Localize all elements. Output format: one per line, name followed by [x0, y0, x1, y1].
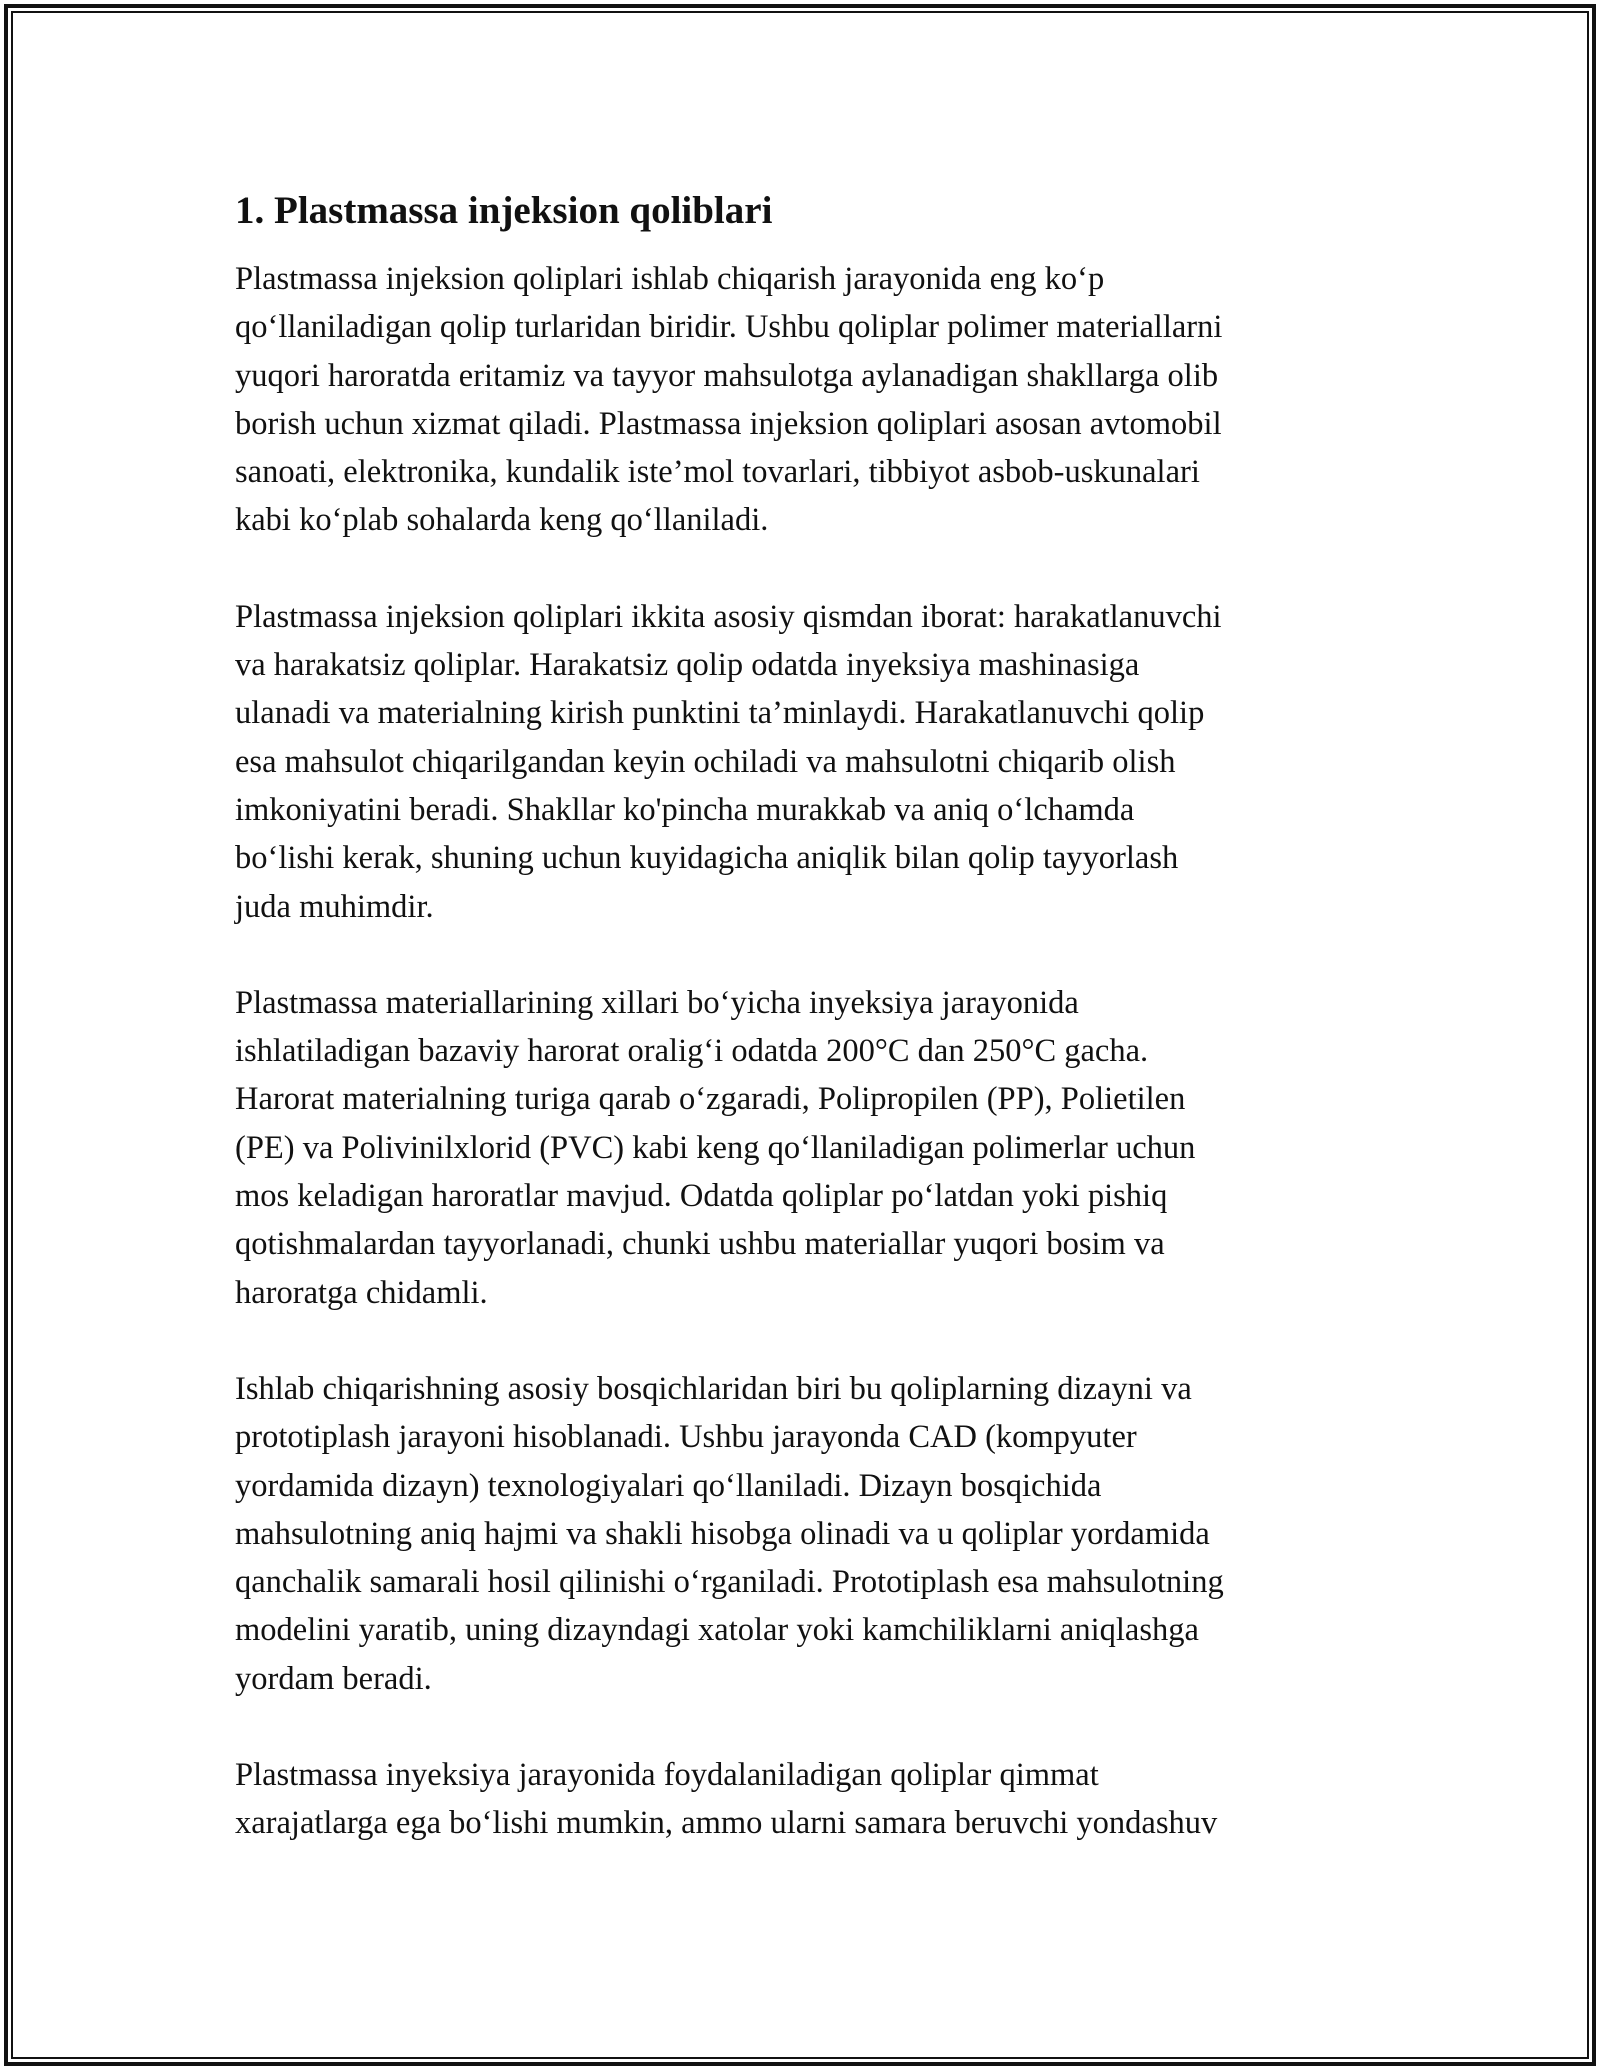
text-line: ulanadi va materialning kirish punktini ta’minlaydi. Harakatlanuvchi qolip	[235, 695, 1205, 732]
paragraph-2	[235, 593, 1365, 931]
section-heading: 1. Plastmassa injeksion qoliblari	[235, 189, 773, 232]
text-line: yordamida dizayn) texnologiyalari qo‘llaniladi. Dizayn bosqichida	[235, 1467, 1102, 1504]
text-line: sanoati, elektronika, kundalik iste’mol tovarlari, tibbiyot asbob-uskunalari	[235, 454, 1200, 491]
text-line: imkoniyatini beradi. Shakllar ko'pincha murakkab va aniq o‘lchamda	[235, 791, 1135, 828]
text-line: mos keladigan haroratlar mavjud. Odatda qoliplar po‘latdan yoki pishiq	[235, 1178, 1168, 1215]
text-line: qotishmalardan tayyorlanadi, chunki ushbu materiallar yuqori bosim va	[235, 1226, 1165, 1263]
text-line: Plastmassa materiallarining xillari bo‘yicha inyeksiya jarayonida	[235, 984, 1079, 1021]
text-line: bo‘lishi kerak, shuning uchun kuyidagicha aniqlik bilan qolip tayyorlash	[235, 840, 1179, 877]
text-line: haroratga chidamli.	[235, 1274, 488, 1311]
text-line: (PE) va Polivinilxlorid (PVC) kabi keng qo‘llaniladigan polimerlar uchun	[235, 1129, 1196, 1166]
text-line: Plastmassa injeksion qoliplari ishlab chiqarish jarayonida eng ko‘p	[235, 261, 1105, 297]
text-line: kabi ko‘plab sohalarda keng qo‘llaniladi.	[235, 502, 769, 539]
text-line: modelini yaratib, uning dizayndagi xatolar yoki kamchiliklarni aniqlashga	[235, 1612, 1199, 1649]
paragraph-4	[235, 1365, 1365, 1703]
text-line: Ishlab chiqarishning asosiy bosqichlaridan biri bu qoliplarning dizayni va	[235, 1370, 1192, 1407]
text-line: yuqori haroratda eritamiz va tayyor mahsulotga aylanadigan shakllarga olib	[235, 357, 1219, 394]
text-line: yordam beradi.	[235, 1660, 432, 1697]
text-line: Harorat materialning turiga qarab o‘zgaradi, Polipropilen (PP), Polietilen	[235, 1081, 1186, 1118]
text-line: qo‘llaniladigan qolip turlaridan biridir. Ushbu qoliplar polimer materiallarni	[235, 309, 1223, 346]
text-line: mahsulotning aniq hajmi va shakli hisobga olinadi va u qoliplar yordamida	[235, 1515, 1210, 1552]
text-line: xarajatlarga ega bo‘lishi mumkin, ammo ularni samara beruvchi yondashuv	[235, 1805, 1218, 1842]
paragraph-5	[235, 1751, 1365, 1848]
text-line: Plastmassa injeksion qoliplari ikkita asosiy qismdan iborat: harakatlanuvchi	[235, 598, 1222, 635]
paragraph-1	[235, 255, 1365, 545]
text-line: juda muhimdir.	[235, 888, 434, 925]
text-line: esa mahsulot chiqarilgandan keyin ochiladi va mahsulotni chiqarib olish	[235, 743, 1176, 780]
paragraph-3	[235, 979, 1365, 1317]
text-line: va harakatsiz qoliplar. Harakatsiz qolip odatda inyeksiya mashinasiga	[235, 647, 1140, 684]
document-body	[235, 185, 1365, 1896]
text-line: Plastmassa inyeksiya jarayonida foydalaniladigan qoliplar qimmat	[235, 1757, 1099, 1794]
text-line: ishlatiladigan bazaviy harorat oralig‘i odatda 200°C dan 250°C gacha.	[235, 1033, 1149, 1070]
text-line: borish uchun xizmat qiladi. Plastmassa injeksion qoliplari asosan avtomobil	[235, 405, 1222, 442]
text-line: qanchalik samarali hosil qilinishi o‘rganiladi. Prototiplash esa mahsulotning	[235, 1564, 1224, 1601]
text-line: prototiplash jarayoni hisoblanadi. Ushbu jarayonda CAD (kompyuter	[235, 1419, 1137, 1456]
